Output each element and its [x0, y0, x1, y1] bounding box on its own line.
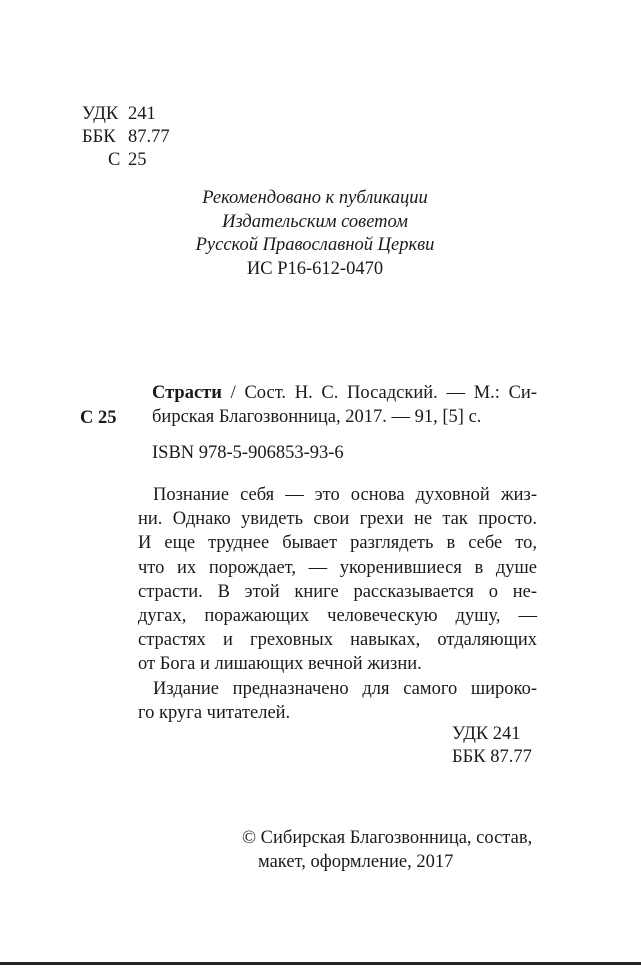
annotation-line: страстях и греховных навыках, отдаляющих	[138, 630, 537, 651]
recommendation-line: Рекомендовано к публикации	[202, 188, 428, 208]
isbn: ISBN 978-5-906853-93-6	[152, 443, 344, 463]
udk-bottom: УДК 241	[452, 724, 521, 744]
annotation-line: от Бога и лишающих вечной жизни.	[138, 654, 422, 675]
recommendation-block	[150, 187, 480, 281]
annotation-line: что их порождает, — укоренившиеся в душе	[138, 557, 537, 578]
classification-top	[82, 103, 170, 172]
author-mark-value: 25	[128, 150, 147, 170]
audience-line: го круга читателей.	[138, 702, 291, 723]
recommendation-line: Русской Православной Церкви	[195, 235, 435, 255]
bibliographic-description	[152, 381, 537, 429]
author-mark-row	[82, 149, 170, 172]
annotation-line: Познание себя — это основа духовной жиз-	[153, 485, 537, 505]
book-title: Страсти	[152, 383, 222, 403]
bbk-bottom: ББК 87.77	[452, 747, 532, 767]
bbk-value: 87.77	[128, 127, 170, 147]
copyright-line: макет, оформление, 2017	[258, 852, 454, 872]
annotation-line: страсти. В этой книге рассказывается о не-	[138, 581, 537, 602]
page-bottom-edge	[0, 962, 641, 965]
annotation-line: ни. Однако увидеть свои грехи не так просто.	[138, 509, 537, 530]
copyright-notice	[242, 826, 537, 874]
bibliographic-line: бирская Благозвонница, 2017. — 91, [5] с.	[152, 407, 482, 427]
bibliographic-line-rest: / Сост. Н. С. Посадский. — М.: Си-	[221, 383, 537, 403]
copyright-line: © Сибирская Благозвонница, состав,	[242, 828, 533, 848]
udk-value: 241	[128, 104, 156, 124]
bbk-row	[82, 126, 170, 149]
author-mark-label: С	[108, 150, 121, 170]
annotation	[138, 483, 537, 725]
annotation-line: дугах, поражающих человеческую душу, —	[138, 605, 537, 626]
audience-line: Издание предназначено для самого широко-	[153, 678, 537, 699]
bibliographic-line	[152, 381, 537, 405]
author-mark-side: С 25	[80, 408, 117, 428]
bbk-label: ББК	[82, 127, 116, 147]
annotation-line: И еще труднее бывает разглядеть в себе то,	[138, 533, 537, 554]
recommendation-line: Издательским советом	[222, 211, 408, 232]
udk-row	[82, 103, 170, 126]
recommendation-code: ИС Р16-612-0470	[246, 258, 384, 279]
udk-label: УДК	[82, 104, 119, 124]
classification-bottom	[452, 723, 532, 769]
